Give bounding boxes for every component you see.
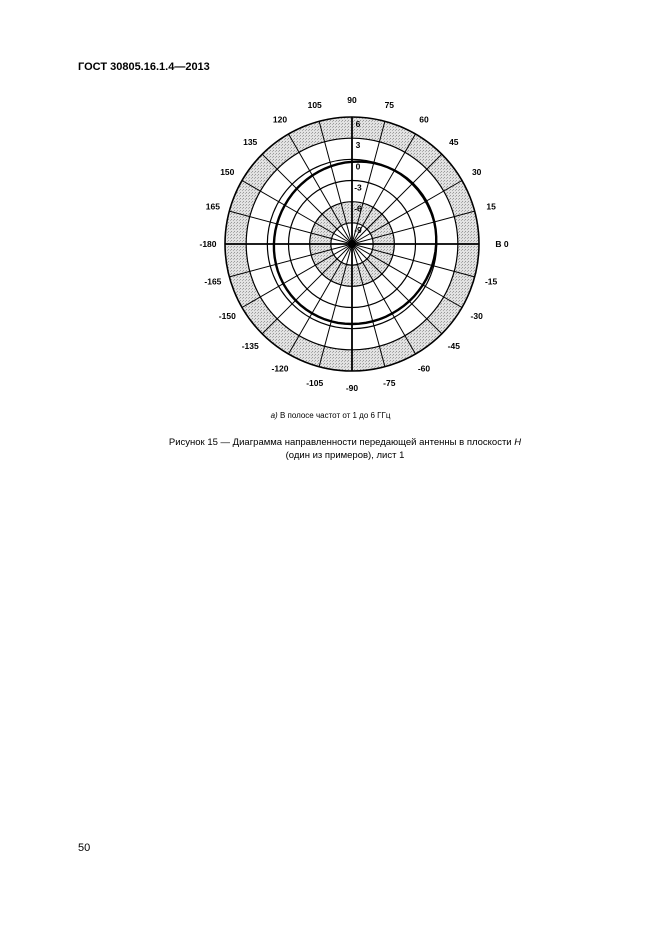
standard-header: ГОСТ 30805.16.1.4—2013 — [78, 61, 210, 73]
radial-label: -3 — [354, 182, 362, 193]
angle-label: 165 — [205, 201, 220, 212]
subcaption-text: В полосе частот от 1 до 6 ГГц — [279, 411, 391, 420]
angle-label: -15 — [484, 276, 498, 287]
grid-spoke — [352, 154, 442, 244]
grid-spoke — [352, 244, 442, 334]
angle-label: -75 — [383, 378, 396, 389]
page-number: 50 — [78, 842, 91, 854]
caption-line1: Рисунок 15 — Диаграмма направленности передающей антенны в плоскости — [168, 437, 512, 448]
figure-subcaption — [0, 411, 661, 420]
angle-label: -165 — [204, 276, 222, 287]
caption-line2: (один из примеров), лист 1 — [285, 450, 405, 461]
angle-label: -30 — [470, 311, 483, 321]
angle-label: 30 — [471, 167, 482, 177]
angle-label: 60 — [419, 114, 429, 125]
radial-label: 6 — [355, 119, 361, 129]
radial-label: -9 — [354, 224, 362, 235]
caption-symbol: H — [514, 437, 522, 448]
angle-label: 15 — [486, 201, 496, 212]
angle-label: 45 — [449, 137, 459, 148]
figure-caption — [0, 436, 661, 462]
radial-label: -6 — [354, 203, 362, 214]
angle-label: 120 — [272, 114, 288, 125]
angle-label: -60 — [417, 363, 431, 374]
polar-diagram — [0, 0, 661, 430]
angle-label: -135 — [241, 340, 259, 351]
centre-dot — [348, 240, 356, 248]
radial-label: 3 — [355, 140, 361, 151]
angle-label: 135 — [243, 137, 258, 148]
subcaption-letter: а) — [270, 411, 278, 420]
radial-label: 0 — [355, 161, 361, 172]
angle-label: В 0 — [495, 239, 509, 249]
angle-label: -105 — [306, 378, 324, 389]
angle-label: 90 — [347, 95, 357, 105]
angle-label: 105 — [307, 99, 322, 110]
angle-label: -180 — [199, 239, 217, 249]
angle-label: 150 — [220, 167, 235, 177]
angle-label: -90 — [345, 383, 359, 393]
angle-label: -150 — [218, 311, 236, 321]
angle-label: -45 — [447, 340, 460, 351]
angle-label: 75 — [384, 99, 395, 110]
angle-label: -120 — [271, 363, 289, 374]
